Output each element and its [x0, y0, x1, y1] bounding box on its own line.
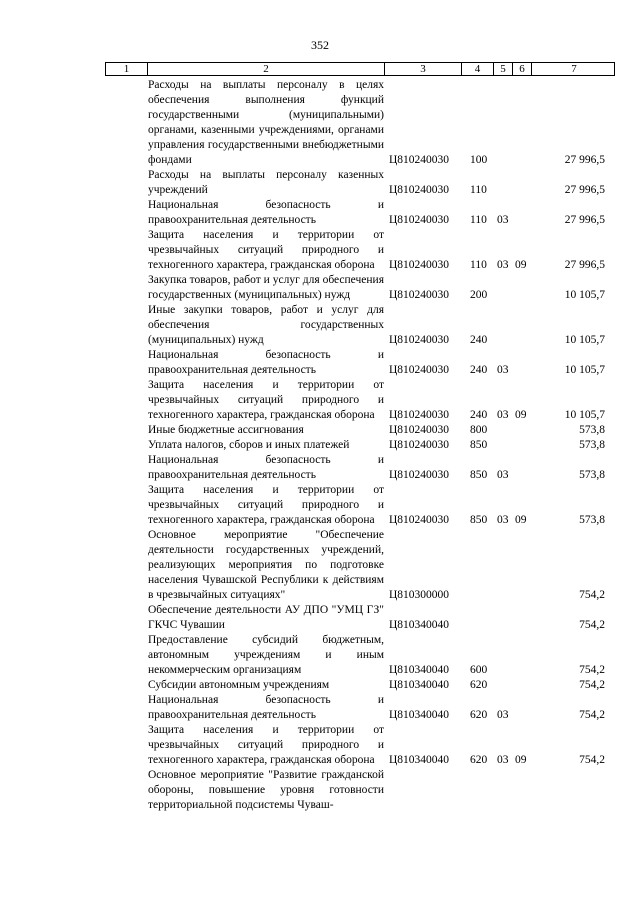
row-code: Ц810240030 [389, 154, 450, 166]
row-description: Расходы на выплаты персоналу казенных учреждений [148, 169, 384, 196]
table-row [0, 483, 640, 528]
row-code: Ц810340040 [389, 754, 450, 766]
row-vr: 110 [470, 214, 487, 226]
row-description: Национальная безопасность и правоохранительная деятельность [148, 199, 384, 226]
header-col-4: 4 [474, 63, 481, 75]
row-pr: 09 [515, 409, 527, 421]
row-description: Основное мероприятие "Развитие гражданской обороны, повышение уровня готовности территориальной подсистемы Чуваш- [148, 769, 384, 811]
row-rz: 03 [497, 754, 509, 766]
header-col-7: 7 [571, 63, 577, 75]
row-vr: 110 [470, 259, 487, 271]
table-row [0, 438, 640, 453]
row-description: Закупка товаров, работ и услуг для обеспечения государственных (муниципальных) нужд [148, 274, 384, 301]
row-code: Ц810240030 [389, 469, 450, 481]
row-vr: 240 [470, 409, 488, 421]
header-col-6: 6 [519, 63, 525, 75]
row-description: Предоставление субсидий бюджетным, автономным учреждениям и иным некоммерческим организациям [148, 634, 384, 676]
row-vr: 600 [470, 664, 488, 676]
row-description: Защита населения и территории от чрезвычайных ситуаций природного и техногенного характера, гражданская оборона [148, 229, 384, 271]
row-rz: 03 [497, 409, 509, 421]
row-description: Субсидии автономным учреждениям [148, 679, 330, 691]
row-sum: 10 105,7 [564, 409, 605, 421]
row-code: Ц810340040 [389, 679, 450, 691]
row-sum: 27 996,5 [564, 214, 605, 226]
table-body [0, 78, 640, 813]
row-sum: 27 996,5 [564, 154, 605, 166]
row-vr: 850 [470, 469, 488, 481]
row-sum: 754,2 [579, 754, 605, 766]
row-vr: 620 [470, 709, 488, 721]
row-sum: 27 996,5 [564, 184, 605, 196]
row-sum: 27 996,5 [564, 259, 605, 271]
row-vr: 110 [470, 184, 487, 196]
row-vr: 100 [470, 154, 488, 166]
row-code: Ц810240030 [389, 439, 450, 451]
row-sum: 573,8 [579, 514, 605, 526]
row-description: Уплата налогов, сборов и иных платежей [148, 439, 350, 451]
row-code: Ц810240030 [389, 334, 450, 346]
row-vr: 850 [470, 514, 488, 526]
row-rz: 03 [497, 259, 509, 271]
table-row [0, 678, 640, 693]
table-row [0, 348, 640, 378]
table-row [0, 78, 640, 168]
row-description: Расходы на выплаты персоналу в целях обеспечения выполнения функций государственными (муниципальными) органами, казенными учреждениями, органами управления государственными внебюджетными фондами [148, 79, 384, 166]
row-description: Защита населения и территории от чрезвычайных ситуаций природного и техногенного характера, гражданская оборона [148, 724, 384, 766]
row-sum: 10 105,7 [564, 289, 605, 301]
row-sum: 10 105,7 [564, 334, 605, 346]
row-vr: 800 [470, 424, 488, 436]
row-description: Защита населения и территории от чрезвычайных ситуаций природного и техногенного характера, гражданская оборона [148, 379, 384, 421]
table-row [0, 723, 640, 768]
table-row [0, 198, 640, 228]
header-col-5: 5 [500, 63, 506, 75]
header-col-2: 2 [263, 63, 269, 75]
row-sum: 754,2 [579, 709, 605, 721]
row-vr: 240 [470, 334, 488, 346]
row-rz: 03 [497, 364, 509, 376]
table-row [0, 423, 640, 438]
row-pr: 09 [515, 514, 527, 526]
table-row [0, 303, 640, 348]
row-code: Ц810240030 [389, 514, 450, 526]
row-code: Ц810340040 [389, 664, 450, 676]
row-sum: 754,2 [579, 679, 605, 691]
row-code: Ц810240030 [389, 364, 450, 376]
table-row [0, 768, 640, 813]
row-rz: 03 [497, 469, 509, 481]
header-col-3: 3 [420, 63, 426, 75]
row-code: Ц810300000 [389, 589, 450, 601]
row-sum: 754,2 [579, 619, 605, 631]
row-sum: 10 105,7 [564, 364, 605, 376]
row-sum: 754,2 [579, 664, 605, 676]
table-row [0, 453, 640, 483]
row-code: Ц810240030 [389, 409, 450, 421]
row-code: Ц810240030 [389, 289, 450, 301]
row-description: Национальная безопасность и правоохранительная деятельность [148, 694, 384, 721]
table-row [0, 528, 640, 603]
row-description: Национальная безопасность и правоохранительная деятельность [148, 454, 384, 481]
table-header [105, 62, 615, 76]
row-code: Ц810240030 [389, 184, 450, 196]
row-code: Ц810340040 [389, 709, 450, 721]
row-code: Ц810240030 [389, 259, 450, 271]
row-code: Ц810340040 [389, 619, 450, 631]
table-row [0, 693, 640, 723]
table-row [0, 378, 640, 423]
table-row [0, 633, 640, 678]
row-vr: 620 [470, 754, 488, 766]
row-rz: 03 [497, 214, 509, 226]
row-pr: 09 [515, 259, 527, 271]
row-description: Иные бюджетные ассигнования [148, 424, 304, 436]
table-row [0, 273, 640, 303]
page-number: 352 [311, 38, 329, 52]
row-code: Ц810240030 [389, 214, 450, 226]
header-col-1: 1 [123, 63, 130, 75]
row-vr: 200 [470, 289, 488, 301]
row-description: Национальная безопасность и правоохранительная деятельность [148, 349, 384, 376]
row-sum: 573,8 [579, 469, 605, 481]
row-vr: 240 [470, 364, 488, 376]
table-row [0, 228, 640, 273]
row-rz: 03 [497, 514, 509, 526]
row-description: Основное мероприятие "Обеспечение деятельности государственных учреждений, реализующих мероприятия по подготовке населения Чувашской Республики к действиям в чрезвычайных ситуациях" [148, 529, 384, 601]
table-row [0, 168, 640, 198]
row-sum: 754,2 [579, 589, 605, 601]
row-rz: 03 [497, 709, 509, 721]
row-description: Защита населения и территории от чрезвычайных ситуаций природного и техногенного характера, гражданская оборона [148, 484, 384, 526]
row-description: Обеспечение деятельности АУ ДПО "УМЦ ГЗ" ГКЧС Чувашии [148, 604, 384, 631]
row-sum: 573,8 [579, 439, 605, 451]
row-code: Ц810240030 [389, 424, 450, 436]
row-sum: 573,8 [579, 424, 605, 436]
table-row [0, 603, 640, 633]
row-vr: 850 [470, 439, 488, 451]
row-description: Иные закупки товаров, работ и услуг для обеспечения государственных (муниципальных) нужд [148, 304, 384, 346]
row-vr: 620 [470, 679, 488, 691]
row-pr: 09 [515, 754, 527, 766]
